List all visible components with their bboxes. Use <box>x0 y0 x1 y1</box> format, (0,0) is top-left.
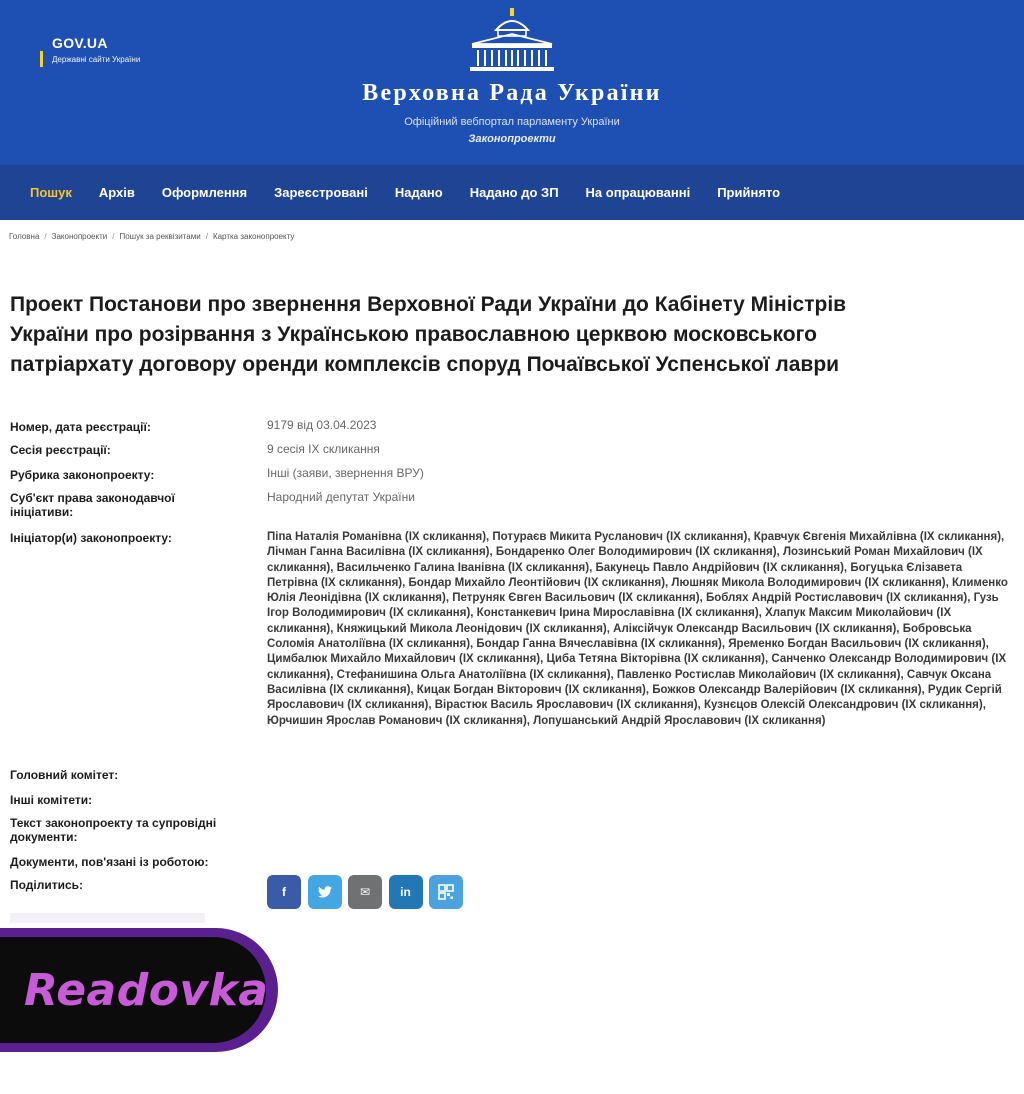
gov-ua-title: GOV.UA <box>52 35 108 51</box>
main-committee-label: Головний комітет: <box>10 768 119 782</box>
nav-item-search[interactable]: Пошук <box>30 185 72 200</box>
email-share-button[interactable] <box>348 875 382 909</box>
site-subtitle: Офіційний вебпортал парламенту України <box>404 116 620 128</box>
session-label: Сесія реєстрації: <box>10 443 111 457</box>
parliament-building-icon <box>466 6 558 74</box>
bill-text-label: Текст законопроекту та супровідні документи: <box>10 816 217 844</box>
breadcrumb-search[interactable]: Пошук за реквізитами <box>119 232 201 241</box>
nav-item-adopted[interactable]: Прийнято <box>717 185 781 200</box>
initiators-label: Ініціатор(и) законопроекту: <box>10 531 172 545</box>
qr-code-icon <box>438 884 454 900</box>
gov-ua-link[interactable] <box>40 35 140 64</box>
rubric-value: Інші (заяви, звернення ВРУ) <box>267 466 424 480</box>
breadcrumb <box>9 232 299 241</box>
rubric-label: Рубрика законопроекту: <box>10 468 155 482</box>
subject-label: Суб'єкт права законодавчої ініціативи: <box>10 491 175 519</box>
gov-ua-subtitle: Державні сайти України <box>52 55 141 64</box>
breadcrumb-separator: / <box>44 232 47 241</box>
related-docs-label: Документи, пов'язані із роботою: <box>10 855 209 869</box>
linkedin-icon: in <box>400 885 411 899</box>
number-value: 9179 від 03.04.2023 <box>267 418 377 432</box>
share-buttons <box>267 875 470 909</box>
page-title: Проект Постанови про звернення Верховної Ради України до Кабінету Міністрів України про розірвання з Українською православною церквою московського патріархату договору оренди комплексів споруд Почаївської Успенської лаври <box>10 293 847 376</box>
breadcrumb-home[interactable]: Головна <box>9 232 40 241</box>
qr-code-button[interactable] <box>429 875 463 909</box>
nav-item-provided[interactable]: Надано <box>394 185 443 200</box>
readovka-logo: Readovka <box>24 965 269 1016</box>
linkedin-share-button[interactable] <box>389 875 423 909</box>
email-icon: ✉ <box>359 885 371 899</box>
facebook-icon: f <box>282 885 286 899</box>
number-label: Номер, дата реєстрації: <box>10 420 151 434</box>
nav-item-drafting[interactable]: Оформлення <box>161 185 248 200</box>
nav-item-registered[interactable]: Зареєстровані <box>274 185 368 200</box>
other-committees-label: Інші комітети: <box>10 793 93 807</box>
share-label: Поділитись: <box>10 878 84 892</box>
nav-item-in-progress[interactable]: На опрацюванні <box>585 185 691 200</box>
twitter-icon <box>318 886 332 898</box>
breadcrumb-separator: / <box>112 232 115 241</box>
logo-strip <box>10 913 205 923</box>
initiators-list: Піпа Наталія Романівна (IX скликання), Потураєв Микита Русланович (IX скликання), Кравчук Євгенія Михайлівна (IX скликання), Лічман Ганна Василівна (IX скликання), Бондаренко Олег Володимирович (IX скликання), Лозинський Роман Михайлович (IX скликання), Васильченко Галина Іванівна (IX скликання), Бакунець Павло Андрійович (IX скликання), Богуцька Єлізавета Петрівна (IX скликання), Бондар Михайло Леонтійович (IX скликання), Люшняк Микола Володимирович (IX скликання), Клименко Юлія Леонідівна (IX скликання), Петруняк Євген Васильович (IX скликання), Боблях Андрій Ростиславович (IX скликання), Гузь Ігор Володимирович (IX скликання), Констанкевич Ірина Мирославівна (IX скликання), Хлапук Максим Миколайович (IX скликання), Княжицький Микола Леонідович (IX скликання), Аліксійчук Олександр Васильович (IX скликання), Бобровська Соломія Анатоліївна (IX скликання), Бондар Ганна Вячеславівна (IX скликання), Яременко Богдан Васильович (IX скликання), Цимбалюк Михайло Михайлович (IX скликання), Циба Тетяна Вікторівна (IX скликання), Санченко Олександр Володимирович (IX скликання), Стефанишина Ольга Анатоліївна (IX скликання), Павленко Ростислав Миколайович (IX скликання), Савчук Оксана Василівна (IX скликання), Кицак Богдан Вікторович (IX скликання), Божков Олександр Валерійович (IX скликання), Рудик Сергій Ярославович (IX скликання), Вірастюк Василь Ярославович (IX скликання), Кузнєцов Олексій Олександрович (IX скликання), Юрчишин Ярослав Романович (IX скликання), Лопушанський Андрій Ярославович (IX скликання) <box>267 531 1008 727</box>
nav-item-provided-zp[interactable]: Надано до ЗП <box>469 185 559 200</box>
gov-flag-bar <box>40 51 43 67</box>
site-section: Законопроекти <box>468 133 556 145</box>
twitter-share-button[interactable] <box>308 875 342 909</box>
breadcrumb-bills[interactable]: Законопроекти <box>51 232 108 241</box>
site-title: Верховна Рада України <box>362 80 662 106</box>
main-nav <box>0 165 1024 220</box>
facebook-share-button[interactable] <box>267 875 301 909</box>
breadcrumb-separator: / <box>205 232 208 241</box>
subject-value: Народний депутат України <box>267 490 415 504</box>
session-value: 9 сесія IX скликання <box>267 442 380 456</box>
breadcrumb-current: Картка законопроекту <box>212 232 295 241</box>
nav-item-archive[interactable]: Архів <box>98 185 135 200</box>
site-header <box>0 0 1024 165</box>
